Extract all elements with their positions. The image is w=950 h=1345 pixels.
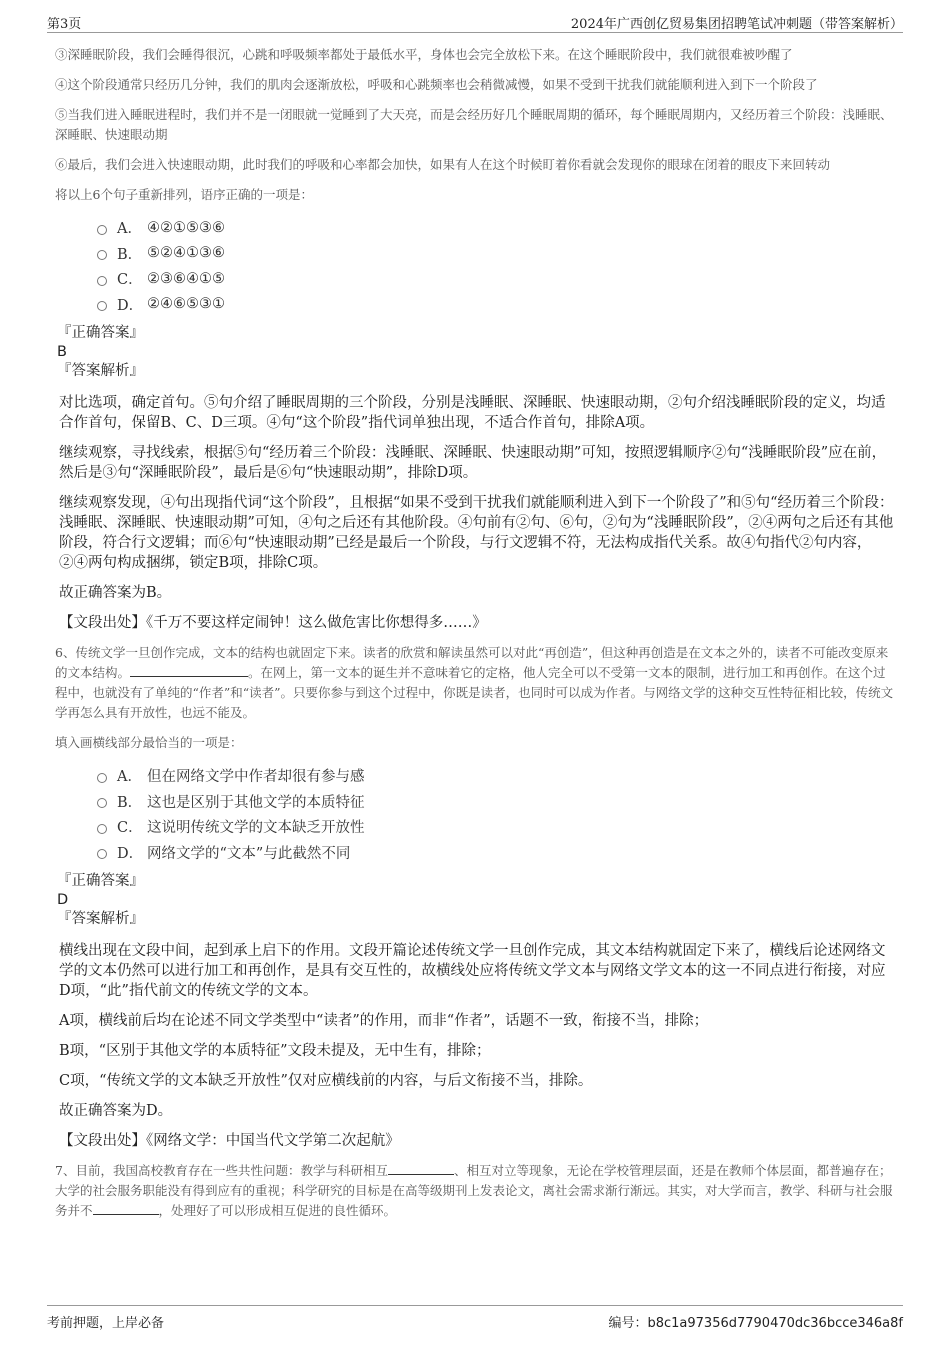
q5-option-c[interactable]: C． ②③⑥④①⑤ xyxy=(97,266,895,292)
page-footer xyxy=(47,1305,903,1330)
sentence-6: ⑥最后，我们会进入快速眼动期，此时我们的呼吸和心率都会加快，如果有人在这个时候盯着你看就会发现你的眼球在闭着的眼皮下来回转动 xyxy=(55,157,831,172)
q6-analysis-label: 『答案解析』 xyxy=(57,911,144,927)
q6-options xyxy=(97,763,895,865)
q6-option-c[interactable]: C． 这说明传统文学的文本缺乏开放性 xyxy=(97,814,895,840)
sentence-3: ③深睡眠阶段，我们会睡得很沉，心跳和呼吸频率都处于最低水平，身体也会完全放松下来。在这个睡眠阶段中，我们就很难被吵醒了 xyxy=(55,47,793,62)
radio-icon[interactable] xyxy=(97,849,107,859)
q5-answer: B xyxy=(57,344,67,360)
q6-analysis-1: 横线出现在文段中间，起到承上启下的作用。文段开篇论述传统文学一旦创作完成，其文本结构就固定下来了，横线后论述网络文学的文本仍然可以进行加工和再创作，是具有交互性的，故横线处应将传统文学文本与网络文学文本的这一不同点进行衔接，对应D项，“此”指代前文的传统文学的文本。 xyxy=(59,943,886,999)
q6-answer-label: 『正确答案』 xyxy=(57,873,144,889)
source-title: 《千万不要这样定闹钟！这么做危害比你想得多……》 xyxy=(146,615,487,631)
source-title: 《网络文学：中国当代文学第二次起航》 xyxy=(146,1133,400,1149)
q6-analysis-3: B项，“区别于其他文学的本质特征”文段未提及，无中生有，排除； xyxy=(59,1043,491,1059)
answer-blank xyxy=(130,664,248,677)
q5-option-b[interactable]: B． ⑤②④①③⑥ xyxy=(97,241,895,267)
footer-slogan: 考前押题，上岸必备 xyxy=(47,1316,165,1331)
document-code: 编号：b8c1a97356d7790470dc36bcce346a8f xyxy=(608,1316,903,1331)
answer-blank xyxy=(93,1202,159,1215)
page-number: 第3页 xyxy=(47,17,82,32)
q5-analysis-2: 继续观察，寻找线索，根据⑤句“经历着三个阶段：浅睡眠、深睡眠、快速眼动期”可知，按照逻辑顺序②句“浅睡眠阶段”应在前，然后是③句“深睡眠阶段”，最后是⑥句“快速眼动期”，排除D项。 xyxy=(59,445,887,481)
sentence-5: ⑤当我们进入睡眠进程时，我们并不是一闭眼就一觉睡到了大天亮，而是会经历好几个睡眠周期的循环，每个睡眠周期内，又经历着三个阶段：浅睡眠、深睡眠、快速眼动期 xyxy=(55,107,893,142)
radio-icon[interactable] xyxy=(97,824,107,834)
q5-analysis-label: 『答案解析』 xyxy=(57,363,144,379)
radio-icon[interactable] xyxy=(97,276,107,286)
question-prompt: 将以上6个句子重新排列，语序正确的一项是： xyxy=(55,187,313,202)
source-label: 【文段出处】 xyxy=(59,1133,146,1149)
q6-option-d[interactable]: D． 网络文学的“文本”与此截然不同 xyxy=(97,840,895,866)
document-title: 2024年广西创亿贸易集团招聘笔试冲刺题（带答案解析） xyxy=(570,17,903,32)
q5-analysis-1: 对比选项，确定首句。⑤句介绍了睡眠周期的三个阶段，分别是浅睡眠、深睡眠、快速眼动期，②句介绍浅睡眠阶段的定义，均适合作首句，保留B、C、D三项。④句“这个阶段”指代词单独出现，不适合作首句，排除A项。 xyxy=(59,395,886,431)
q6-option-b[interactable]: B． 这也是区别于其他文学的本质特征 xyxy=(97,789,895,815)
page-content xyxy=(55,45,895,1231)
q7-stem: 7、目前，我国高校教育存在一些共性问题：教学与科研相互 、相互对立等现象，无论在学校管理层面，还是在教师个体层面，都普遍存在；大学的社会服务职能没有得到应有的重视；科学研究的目标是在高等级期刊上发表论文，离社会需求渐行渐远。其实，对大学而言，教学、科研与社会服务并不 ，处理好了可以形成相互促进的良性循环。 xyxy=(55,1163,893,1218)
q5-option-a[interactable]: A． ④②①⑤③⑥ xyxy=(97,215,895,241)
page-header xyxy=(47,10,903,33)
sentence-4: ④这个阶段通常只经历几分钟，我们的肌肉会逐渐放松，呼吸和心跳频率也会稍微减慢，如果不受到干扰我们就能顺利进入到下一个阶段了 xyxy=(55,77,818,92)
q6-option-a[interactable]: A． 但在网络文学中作者却很有参与感 xyxy=(97,763,895,789)
radio-icon[interactable] xyxy=(97,250,107,260)
q5-answer-label: 『正确答案』 xyxy=(57,325,144,341)
q5-analysis-4: 故正确答案为B。 xyxy=(59,585,172,601)
q5-options xyxy=(97,215,895,317)
q5-source xyxy=(59,613,895,633)
radio-icon[interactable] xyxy=(97,225,107,235)
q6-analysis-2: A项，横线前后均在论述不同文学类型中“读者”的作用，而非“作者”，话题不一致，衔接不当，排除； xyxy=(59,1013,709,1029)
q6-answer: D xyxy=(57,892,69,908)
q5-option-d[interactable]: D． ②④⑥⑤③① xyxy=(97,292,895,318)
q5-analysis-3: 继续观察发现，④句出现指代词“这个阶段”，且根据“如果不受到干扰我们就能顺利进入到下一个阶段了”和⑤句“经历着三个阶段：浅睡眠、深睡眠、快速眼动期”可知，④句之后还有其他阶段。④句前有②句、⑥句，②句为“浅睡眠阶段”，②④两句之后还有其他阶段，符合行文逻辑；而⑥句“快速眼动期”已经是最后一个阶段，与行文逻辑不符，无法构成指代关系。故④句指代②句内容，②④两句构成捆绑，锁定B项，排除C项。 xyxy=(59,495,894,571)
radio-icon[interactable] xyxy=(97,798,107,808)
q6-analysis-4: C项，“传统文学的文本缺乏开放性”仅对应横线前的内容，与后文衔接不当，排除。 xyxy=(59,1073,593,1089)
q6-stem: 6、传统文学一旦创作完成，文本的结构也就固定下来。读者的欣赏和解读虽然可以对此“再创造”，但这种再创造是在文本之外的，读者不可能改变原来的文本结构。 。在网上，第一文本的诞生并不意味着它的定格，他人完全可以不受第一文本的限制，进行加工和再创作。在这个过程中，也就没有了单纯的“作者”和“读者”。只要你参与到这个过程中，你既是读者，也同时可以成为作者。与网络文学的这种交互性特征相比较，传统文学再怎么具有开放性，也远不能及。 xyxy=(55,645,894,720)
radio-icon[interactable] xyxy=(97,301,107,311)
radio-icon[interactable] xyxy=(97,773,107,783)
answer-blank xyxy=(388,1162,454,1175)
q6-analysis-5: 故正确答案为D。 xyxy=(59,1103,173,1119)
source-label: 【文段出处】 xyxy=(59,615,146,631)
q6-prompt: 填入画横线部分最恰当的一项是： xyxy=(55,735,243,750)
q6-source xyxy=(59,1131,895,1151)
